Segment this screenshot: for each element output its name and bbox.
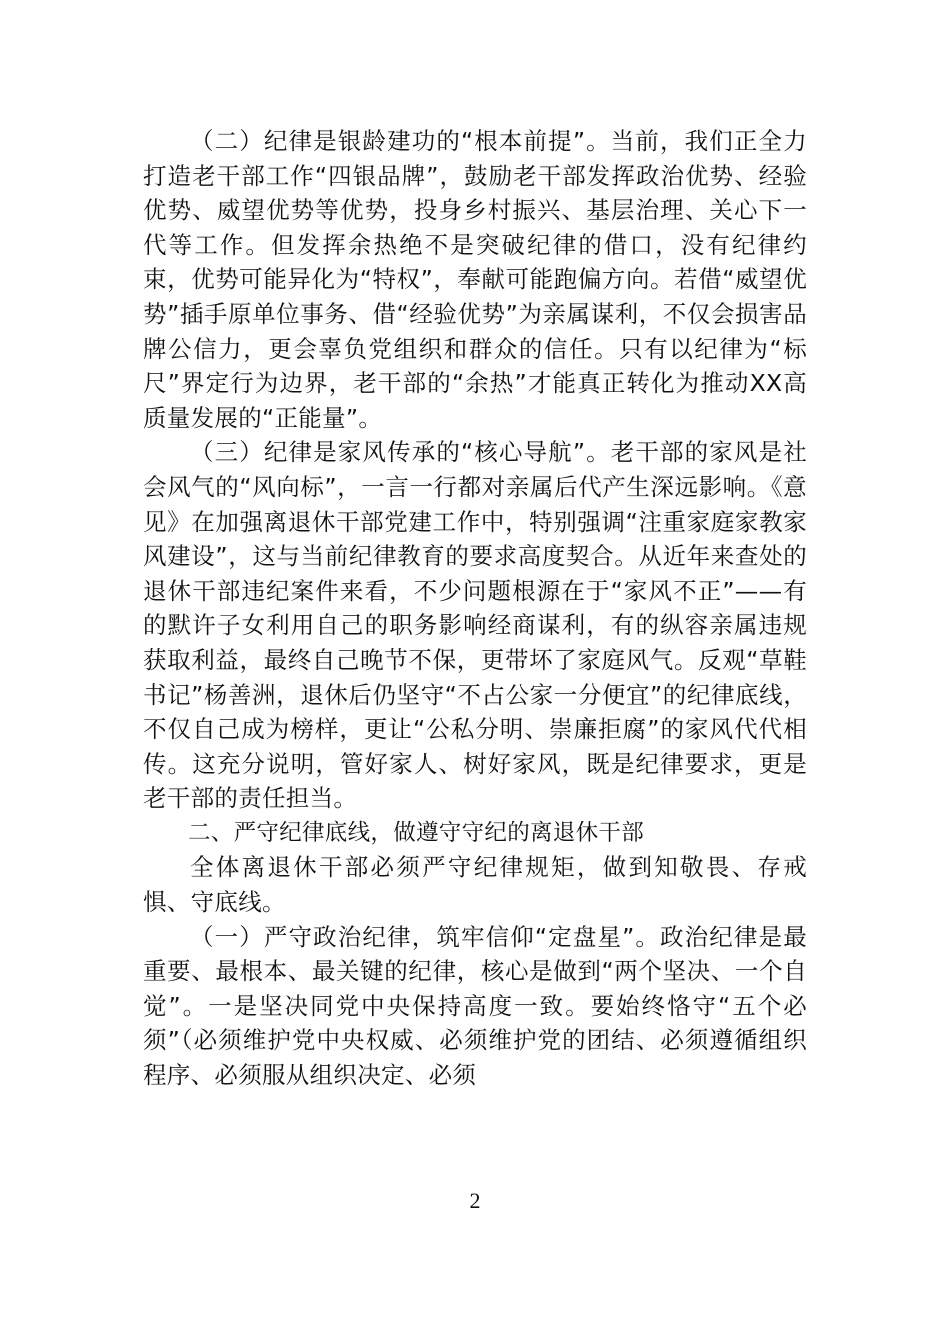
paragraph-discipline-silver-age: （二）纪律是银龄建功的“根本前提”。当前，我们正全力打造老干部工作“四银品牌”，鼓励老干部发挥政治优势、经验优势、威望优势等优势，投身乡村振兴、基层治理、关心下一代等工作。但发挥余热绝不是突破纪律的借口，没有纪律约束，优势可能异化为“特权”，奉献可能跑偏方向。若借“威望优势”插手原单位事务、借“经验优势”为亲属谋利，不仅会损害品牌公信力，更会辜负党组织和群众的信任。只有以纪律为“标尺”界定行为边界，老干部的“余热”才能真正转化为推动XX高质量发展的“正能量”。 (143, 127, 807, 432)
section-heading: 二、严守纪律底线，做遵守守纪的离退休干部 (188, 819, 645, 846)
paragraph-political-discipline: （一）严守政治纪律，筑牢信仰“定盘星”。政治纪律是最重要、最根本、最关键的纪律，核心是做到“两个坚决、一个自觉”。一是坚决同党中央保持高度一致。要始终恪守“五个必须”（必须维护党中央权威、必须维护党的团结、必须遵循组织程序、必须服从组织决定、必须 (143, 922, 807, 1090)
paragraph-intro: 全体离退休干部必须严守纪律规矩，做到知敬畏、存戒惧、守底线。 (143, 853, 807, 917)
page-number: 2 (469, 1188, 481, 1213)
document-body (143, 124, 807, 1093)
paragraph-discipline-family-tradition: （三）纪律是家风传承的“核心导航”。老干部的家风是社会风气的“风向标”，一言一行都对亲属后代产生深远影响。《意见》在加强离退休干部党建工作中，特别强调“注重家庭家教家风建设”，这与当前纪律教育的要求高度契合。从近年来查处的退休干部违纪案件来看，不少问题根源在于“家风不正”——有的默许子女利用自己的职务影响经商谋利，有的纵容亲属违规获取利益，最终自己晚节不保，更带坏了家庭风气。反观“草鞋书记”杨善洲，退休后仍坚守“不占公家一分便宜”的纪律底线，不仅自己成为榜样，更让“公私分明、崇廉拒腐”的家风代代相传。这充分说明，管好家人、树好家风，既是纪律要求，更是老干部的责任担当。 (143, 438, 807, 813)
